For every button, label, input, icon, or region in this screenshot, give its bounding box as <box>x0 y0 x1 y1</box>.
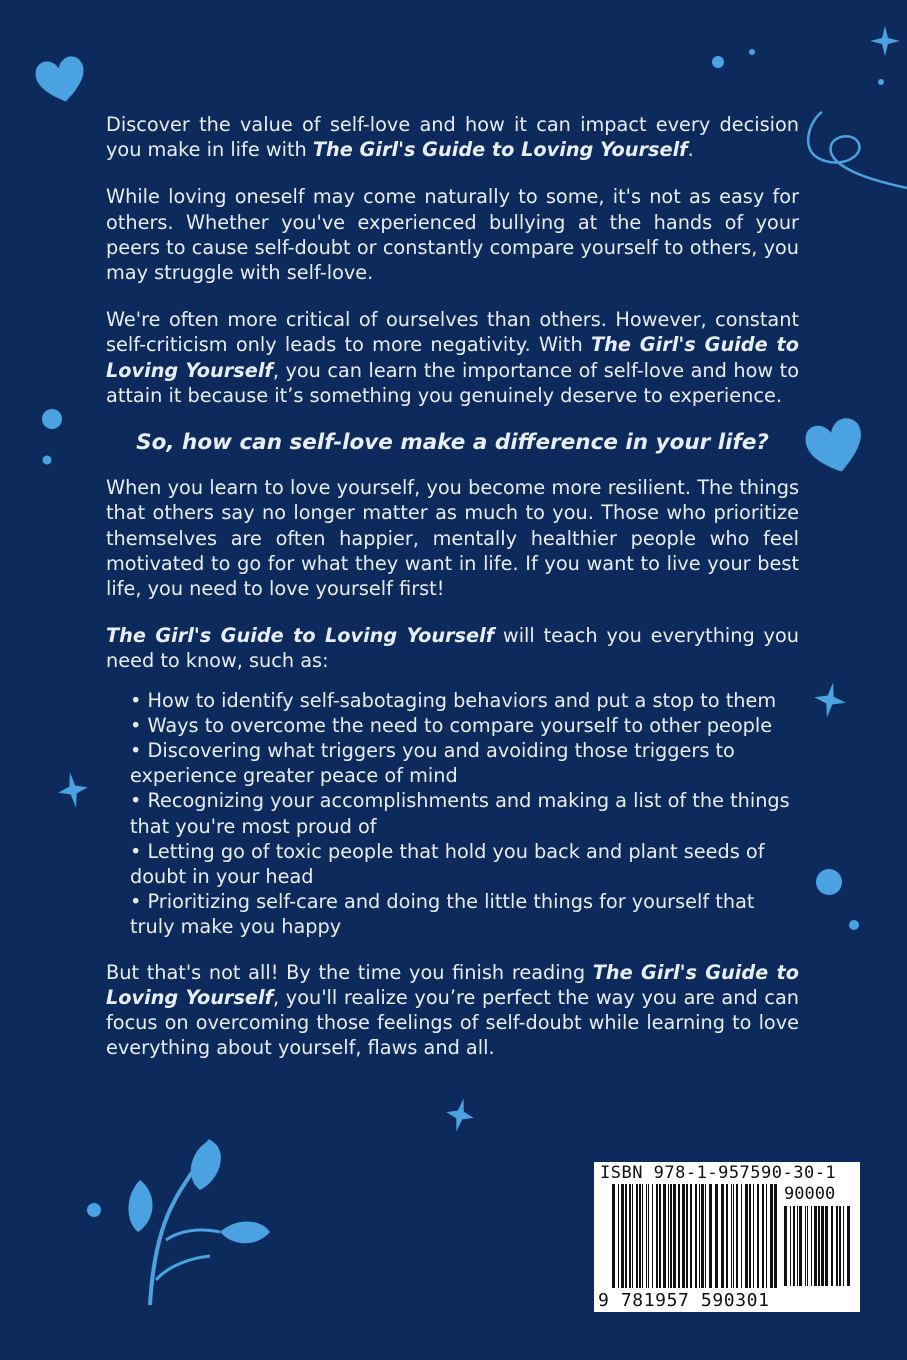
barcode-bar <box>612 1184 615 1288</box>
barcode-bar <box>726 1184 728 1288</box>
barcode-bar <box>736 1184 738 1288</box>
barcode-bar <box>821 1206 824 1286</box>
sparkle-icon-left <box>56 770 90 810</box>
heart-icon-right <box>800 410 872 476</box>
list-item: • How to identify self-sabotaging behaviors and put a stop to them <box>130 688 777 712</box>
barcode-bar <box>790 1206 791 1286</box>
sparkle-icon-bottom <box>444 1096 476 1134</box>
barcode-bar <box>709 1184 712 1288</box>
heart-icon-top-left <box>32 50 90 108</box>
isbn-barcode <box>594 1162 860 1312</box>
barcode-bar <box>695 1184 697 1288</box>
barcode-bar <box>652 1184 653 1288</box>
barcode-bar <box>721 1184 724 1288</box>
barcode-bar <box>670 1184 672 1288</box>
barcode-bar <box>745 1184 748 1288</box>
barcode-bar <box>668 1184 669 1288</box>
barcode-bar <box>733 1184 734 1288</box>
back-cover-description <box>106 112 799 1083</box>
barcode-bar <box>793 1206 795 1286</box>
barcode-bar <box>766 1184 767 1288</box>
barcode-bar <box>705 1184 706 1288</box>
leaf-branch-decoration <box>80 1120 280 1320</box>
paragraph-closing: But that's not all! By the time you finish reading The Girl's Guide to Loving Yourself, you'll realize you’re perfect the way you are and can focus on overcoming those feelings of self-doubt while learning to love everything about yourself, flaws and all. <box>106 960 800 1060</box>
barcode-bar <box>836 1206 838 1286</box>
barcode-bar <box>632 1184 633 1288</box>
paragraph-intro: Discover the value of self-love and how it can impact every decision you make in life with The Girl's Guide to Loving Yourself. <box>106 113 799 162</box>
list-item: • Discovering what triggers you and avoiding those triggers to experience greater peace of mind <box>130 739 735 788</box>
paragraph-critical: We're often more critical of ourselves than others. However, constant self-criticism only leads to more negativity. With The Girl's Guide to Loving Yourself, you can learn the importance of self-love and how to attain it because it’s something you genuinely deserve to experience. <box>106 308 799 407</box>
list-item: • Letting go of toxic people that hold you back and plant seeds of doubt in your head <box>130 839 765 889</box>
barcode-bar <box>621 1184 624 1288</box>
barcode-bar <box>673 1184 676 1288</box>
barcode-bar <box>749 1184 751 1288</box>
barcode-bar <box>757 1184 759 1288</box>
barcode-bar <box>618 1184 619 1288</box>
barcode-bars <box>612 1184 778 1288</box>
dots-decoration-right <box>810 862 870 937</box>
barcode-bar <box>639 1184 641 1288</box>
list-item: • Ways to overcome the need to compare yourself to other people <box>130 713 773 737</box>
barcode-bar <box>731 1184 732 1288</box>
list-item: • Prioritizing self-care and doing the little things for yourself that truly make you happy <box>130 890 755 939</box>
isbn-label: ISBN 978-1-957590-30-1 <box>600 1163 837 1183</box>
book-title-emphasis: The Girl's Guide to Loving Yourself <box>106 624 495 648</box>
ean-number: 9 781957 590301 <box>598 1290 770 1311</box>
barcode-bar <box>642 1184 643 1288</box>
barcode-bar <box>629 1184 631 1288</box>
price-barcode-bars <box>784 1206 852 1286</box>
barcode-bar <box>825 1206 828 1286</box>
barcode-bar <box>799 1206 802 1286</box>
barcode-bar <box>847 1206 850 1286</box>
barcode-bar <box>648 1184 649 1288</box>
section-heading: So, how can self-love make a difference in your life? <box>136 430 769 456</box>
barcode-bar <box>818 1206 820 1286</box>
barcode-bar <box>656 1184 658 1288</box>
barcode-bar <box>690 1184 692 1288</box>
barcode-bar <box>663 1184 666 1288</box>
barcode-bar <box>682 1184 685 1288</box>
paragraph-resilience: When you learn to love yourself, you become more resilient. The things that others say no longer matter as much to you. Those who prioritize themselves are often happier, mentally healthier people who feel motivated to go for what they want in life. If you want to live your best life, you need to love yourself first! <box>106 476 799 601</box>
barcode-bar <box>839 1206 841 1286</box>
barcode-bar <box>625 1184 627 1288</box>
barcode-bar <box>770 1184 773 1288</box>
list-item: • Recognizing your accomplishments and making a list of the things that you're most proud of <box>130 789 790 838</box>
barcode-bar <box>699 1184 700 1288</box>
barcode-bar <box>774 1184 777 1288</box>
barcode-bar <box>701 1184 704 1288</box>
barcode-bar <box>646 1184 647 1288</box>
barcode-bar <box>811 1206 812 1286</box>
barcode-bar <box>678 1184 680 1288</box>
paragraph-teach-intro: The Girl's Guide to Loving Yourself will teach you everything you need to know, such as: <box>106 624 799 673</box>
barcode-bar <box>636 1184 638 1288</box>
barcode-bar <box>741 1184 742 1288</box>
paragraph-struggle: While loving oneself may come naturally to some, it's not as easy for others. Whether you've experienced bullying at the hands of your peers to cause self-doubt or constantly compare yourself to others, you may struggle with self-love. <box>106 185 799 285</box>
barcode-bar <box>797 1206 798 1286</box>
price-code: 90000 <box>784 1184 836 1204</box>
barcode-bar <box>686 1184 688 1288</box>
barcode-bar <box>807 1206 808 1286</box>
barcode-bar <box>843 1206 844 1286</box>
barcode-bar <box>762 1184 764 1288</box>
book-title-emphasis: The Girl's Guide to Loving Yourself <box>106 333 799 382</box>
barcode-bar <box>753 1184 754 1288</box>
barcode-bar <box>814 1206 817 1286</box>
barcode-bar <box>831 1206 833 1286</box>
sparkle-icon-right <box>812 680 848 720</box>
barcode-bar <box>784 1206 787 1286</box>
dots-decoration-left <box>36 405 76 475</box>
topic-list <box>130 688 799 940</box>
barcode-bar <box>715 1184 718 1288</box>
barcode-bar <box>659 1184 661 1288</box>
book-title-emphasis: The Girl's Guide to Loving Yourself <box>312 138 688 162</box>
barcode-bar <box>805 1206 806 1286</box>
book-title-emphasis: The Girl's Guide to Loving Yourself <box>106 960 800 1009</box>
